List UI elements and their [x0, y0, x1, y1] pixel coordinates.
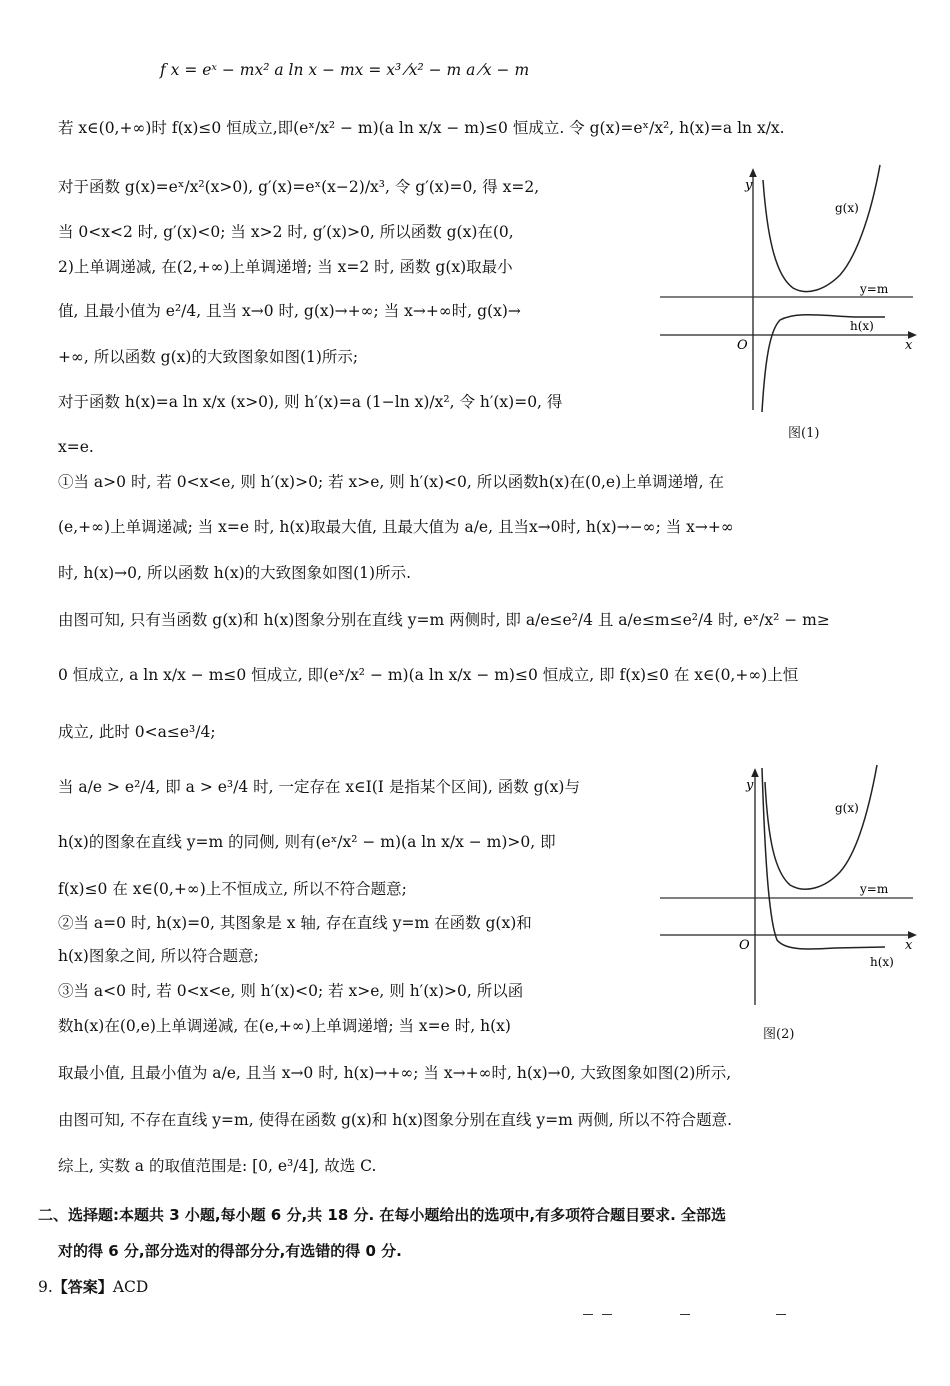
curve-h	[762, 768, 885, 949]
text-line-14: 成立, 此时 0<a≤e³/4;	[58, 723, 216, 741]
axis-y-label: y	[746, 778, 754, 793]
text-line-12: 由图可知, 只有当函数 g(x)和 h(x)图象分别在直线 y=m 两侧时, 即 a/e≤e²/4 且 a/e≤m≤e²/4 时, eˣ/x² − m≥	[58, 611, 830, 629]
label-g: g(x)	[835, 801, 859, 815]
section-title-line-2: 对的得 6 分,部分选对的得部分分,有选错的得 0 分.	[58, 1242, 402, 1260]
axis-y-label: y	[745, 178, 753, 193]
text-line-21: 数h(x)在(0,e)上单调递减, 在(e,+∞)上单调递增; 当 x=e 时, h(x)	[58, 1017, 511, 1035]
text-line-23: 由图可知, 不存在直线 y=m, 使得在函数 g(x)和 h(x)图象分别在直线 y=m 两侧, 所以不符合题意.	[58, 1111, 733, 1129]
figure-2-graph	[655, 760, 920, 1008]
text-line-3: 当 0<x<2 时, g′(x)<0; 当 x>2 时, g′(x)>0, 所以函数 g(x)在(0,	[58, 223, 514, 241]
text-line-16: h(x)的图象在直线 y=m 的同侧, 则有(eˣ/x² − m)(a ln x/x − m)>0, 即	[58, 833, 556, 851]
figure-1-graph	[655, 160, 920, 420]
label-h: h(x)	[850, 319, 874, 333]
label-h: h(x)	[870, 955, 894, 969]
text-line-20: ③当 a<0 时, 若 0<x<e, 则 h′(x)<0; 若 x>e, 则 h′(x)>0, 所以函	[58, 982, 524, 1000]
text-line-9: ①当 a>0 时, 若 0<x<e, 则 h′(x)>0; 若 x>e, 则 h′(x)<0, 所以函数h(x)在(0,e)上单调递增, 在	[58, 473, 724, 491]
curve-g	[765, 765, 877, 889]
label-y-m: y=m	[860, 282, 889, 296]
dash-mark	[583, 1314, 593, 1315]
text-line-13: 0 恒成立, a ln x/x − m≤0 恒成立, 即(eˣ/x² − m)(a ln x/x − m)≤0 恒成立, 即 f(x)≤0 在 x∈(0,+∞)上恒	[58, 666, 799, 684]
text-line-11: 时, h(x)→0, 所以函数 h(x)的大致图象如图(1)所示.	[58, 564, 412, 582]
text-line-17: f(x)≤0 在 x∈(0,+∞)上不恒成立, 所以不符合题意;	[58, 880, 407, 898]
figure-2-caption: 图(2)	[763, 1027, 795, 1042]
text-line-10: (e,+∞)上单调递减; 当 x=e 时, h(x)取最大值, 且最大值为 a/e, 且当x→0时, h(x)→−∞; 当 x→+∞	[58, 518, 734, 536]
text-line-22: 取最小值, 且最小值为 a/e, 且当 x→0 时, h(x)→+∞; 当 x→+∞时, h(x)→0, 大致图象如图(2)所示,	[58, 1064, 732, 1082]
figure-1-caption: 图(1)	[788, 426, 820, 441]
axis-x-label: x	[905, 338, 913, 353]
text-line-18: ②当 a=0 时, h(x)=0, 其图象是 x 轴, 存在直线 y=m 在函数 g(x)和	[58, 914, 532, 932]
text-line-7: 对于函数 h(x)=a ln x/x (x>0), 则 h′(x)=a (1−ln x)/x², 令 h′(x)=0, 得	[58, 393, 563, 411]
section-title-line-1: 二、选择题:本题共 3 小题,每小题 6 分,共 18 分. 在每小题给出的选项中,有多项符合题目要求. 全部选	[38, 1206, 727, 1224]
dash-mark	[602, 1314, 612, 1315]
top-formula: f x = eˣ − mx² a ln x − mx = x³ ⁄x² − m a ⁄x − m	[160, 61, 530, 79]
text-line-15: 当 a/e > e²/4, 即 a > e³/4 时, 一定存在 x∈I(I 是指某个区间), 函数 g(x)与	[58, 778, 580, 796]
text-line-6: +∞, 所以函数 g(x)的大致图象如图(1)所示;	[58, 348, 359, 366]
origin-label: O	[739, 938, 750, 953]
text-line-5: 值, 且最小值为 e²/4, 且当 x→0 时, g(x)→+∞; 当 x→+∞时, g(x)→	[58, 302, 521, 320]
answer-value: ACD	[112, 1278, 149, 1296]
dash-mark	[680, 1314, 690, 1315]
text-line-24: 综上, 实数 a 的取值范围是: [0, e³/4], 故选 C.	[58, 1157, 377, 1175]
text-line-8: x=e.	[58, 438, 94, 456]
answer-number: 9.	[38, 1278, 53, 1296]
answer-label: 【答案】	[52, 1278, 113, 1296]
text-line-1: 若 x∈(0,+∞)时 f(x)≤0 恒成立,即(eˣ/x² − m)(a ln x/x − m)≤0 恒成立. 令 g(x)=eˣ/x², h(x)=a ln x/x.	[58, 119, 785, 137]
answer-line	[38, 1277, 148, 1297]
axis-x-label: x	[905, 938, 913, 953]
label-g: g(x)	[835, 201, 859, 215]
text-line-19: h(x)图象之间, 所以符合题意;	[58, 947, 259, 965]
curve-g	[763, 165, 880, 292]
text-line-4: 2)上单调递减, 在(2,+∞)上单调递增; 当 x=2 时, 函数 g(x)取最小	[58, 258, 513, 276]
dash-mark	[776, 1314, 786, 1315]
text-line-2: 对于函数 g(x)=eˣ/x²(x>0), g′(x)=eˣ(x−2)/x³, 令 g′(x)=0, 得 x=2,	[58, 178, 540, 196]
origin-label: O	[737, 338, 748, 353]
label-y-m: y=m	[860, 882, 889, 896]
